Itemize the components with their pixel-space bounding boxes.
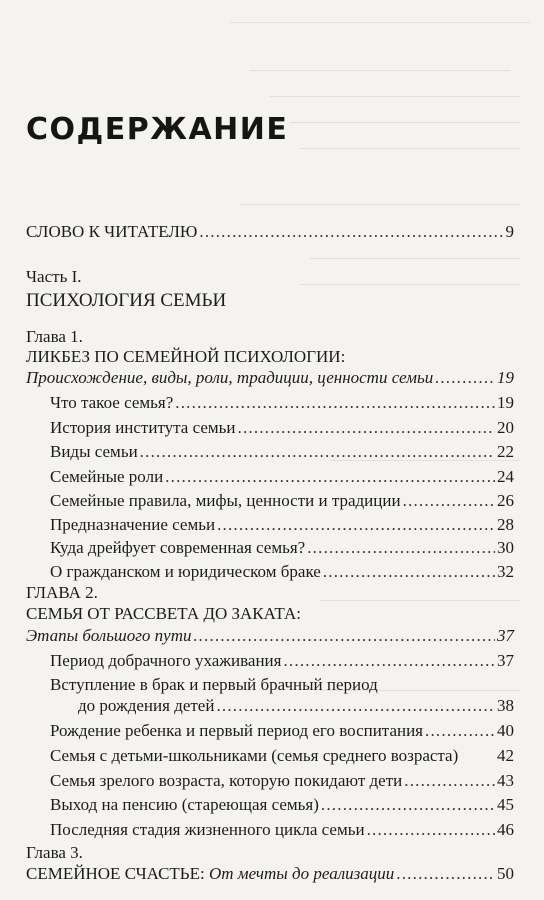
chapter-title: СЕМЬЯ ОТ РАССВЕТА ДО ЗАКАТА: bbox=[26, 604, 301, 623]
toc-entry-text: Семейные роли bbox=[50, 467, 164, 486]
toc-entry-text: Предназначение семьи bbox=[50, 515, 216, 534]
toc-entry[interactable] bbox=[50, 442, 514, 462]
dot-leader bbox=[217, 515, 495, 535]
toc-entry-text: Этапы большого пути bbox=[26, 626, 192, 645]
dot-leader bbox=[403, 491, 495, 511]
toc-entry-page: 28 bbox=[497, 515, 514, 534]
toc-entry[interactable] bbox=[50, 538, 514, 558]
dot-leader bbox=[175, 393, 495, 413]
toc-entry-page: 22 bbox=[497, 442, 514, 461]
toc-entry-text: Рождение ребенка и первый период его воспитания bbox=[50, 721, 424, 740]
dot-leader bbox=[321, 795, 495, 815]
toc-entry-text: Куда дрейфует современная семья? bbox=[50, 538, 306, 557]
toc-entry-text: Происхождение, виды, роли, традиции, ценности семьи bbox=[26, 368, 434, 387]
toc-entry-text: Что такое семья? bbox=[50, 393, 174, 412]
dot-leader bbox=[216, 696, 495, 716]
toc-entry-text bbox=[26, 864, 394, 884]
dot-leader bbox=[367, 820, 495, 840]
toc-entry[interactable] bbox=[50, 721, 514, 741]
toc-entry-page: 45 bbox=[497, 795, 514, 814]
toc-entry[interactable] bbox=[50, 393, 514, 413]
dot-leader bbox=[193, 626, 495, 646]
toc-entry-page: 43 bbox=[497, 771, 514, 790]
toc-entry-page: 50 bbox=[497, 864, 514, 883]
toc-entry-text: Семейные правила, мифы, ценности и традиции bbox=[50, 491, 401, 510]
dot-leader bbox=[238, 418, 495, 438]
toc-entry-chapter-subtitle[interactable] bbox=[26, 626, 514, 646]
dot-leader bbox=[435, 368, 495, 388]
chapter-label: ГЛАВА 2. bbox=[26, 583, 98, 602]
toc-entry[interactable] bbox=[50, 562, 514, 582]
toc-entry-text: История института семьи bbox=[50, 418, 236, 437]
toc-entry-chapter-subtitle[interactable] bbox=[26, 368, 514, 388]
toc-entry-chapter-3[interactable] bbox=[26, 864, 514, 884]
dot-leader bbox=[396, 864, 495, 884]
toc-entry[interactable] bbox=[50, 651, 514, 671]
chapter-label: Глава 3. bbox=[26, 843, 83, 862]
part-label: Часть I. bbox=[26, 267, 82, 286]
toc-entry-page: 30 bbox=[497, 538, 514, 557]
dot-leader bbox=[323, 562, 495, 582]
dot-leader bbox=[404, 771, 495, 791]
toc-entry-page: 46 bbox=[497, 820, 514, 839]
toc-entry-page: 9 bbox=[505, 222, 514, 241]
chapter-title: СЕМЕЙНОЕ СЧАСТЬЕ: bbox=[26, 864, 209, 883]
toc-entry-text: Семья зрелого возраста, которую покидают дети bbox=[50, 771, 403, 790]
toc-entry-page: 20 bbox=[497, 418, 514, 437]
dot-leader bbox=[283, 651, 495, 671]
toc-entry-text: до рождения детей bbox=[78, 696, 215, 715]
toc-entry[interactable] bbox=[78, 696, 514, 716]
toc-entry-page: 19 bbox=[497, 368, 514, 387]
toc-entry-page: 40 bbox=[497, 721, 514, 740]
dot-leader bbox=[307, 538, 495, 558]
toc-entry-page: 37 bbox=[497, 626, 514, 645]
toc-entry-page: 19 bbox=[497, 393, 514, 412]
toc-entry-page: 42 bbox=[497, 746, 514, 765]
dot-leader bbox=[140, 442, 495, 462]
toc-entry-page: 37 bbox=[497, 651, 514, 670]
toc-entry[interactable] bbox=[50, 771, 514, 791]
toc-entry[interactable] bbox=[50, 795, 514, 815]
toc-entry-text: Выход на пенсию (стареющая семья) bbox=[50, 795, 319, 814]
toc-entry-text: Период добрачного ухаживания bbox=[50, 651, 282, 670]
dot-leader bbox=[165, 467, 495, 487]
dot-leader bbox=[199, 222, 503, 242]
toc-entry-page: 26 bbox=[497, 491, 514, 510]
toc-entry-text: Последняя стадия жизненного цикла семьи bbox=[50, 820, 365, 839]
chapter-title: ЛИКБЕЗ ПО СЕМЕЙНОЙ ПСИХОЛОГИИ: bbox=[26, 347, 346, 366]
toc-entry[interactable] bbox=[50, 820, 514, 840]
toc-entry-text: О гражданском и юридическом браке bbox=[50, 562, 321, 581]
dot-leader bbox=[425, 721, 495, 741]
toc-entry-text: Виды семьи bbox=[50, 442, 138, 461]
part-title: ПСИХОЛОГИЯ СЕМЬИ bbox=[26, 290, 227, 311]
toc-entry-text-wrapped[interactable]: Вступление в брак и первый брачный период bbox=[50, 675, 378, 694]
toc-entry-page: 32 bbox=[497, 562, 514, 581]
toc-entry[interactable] bbox=[50, 467, 514, 487]
page-title: СОДЕРЖАНИЕ bbox=[26, 112, 289, 147]
toc-entry[interactable] bbox=[50, 515, 514, 535]
chapter-subtitle: От мечты до реализации bbox=[208, 864, 395, 883]
toc-entry[interactable] bbox=[50, 418, 514, 438]
toc-entry-page: 24 bbox=[497, 467, 514, 486]
toc-entry-preface[interactable] bbox=[26, 222, 514, 242]
toc-entry[interactable] bbox=[50, 746, 514, 766]
chapter-label: Глава 1. bbox=[26, 327, 83, 346]
toc-entry-text: СЛОВО К ЧИТАТЕЛЮ bbox=[26, 222, 198, 241]
toc-entry[interactable] bbox=[50, 491, 514, 511]
toc-entry-text: Семья с детьми-школьниками (семья среднего возраста) bbox=[50, 746, 459, 765]
toc-entry-page: 38 bbox=[497, 696, 514, 715]
